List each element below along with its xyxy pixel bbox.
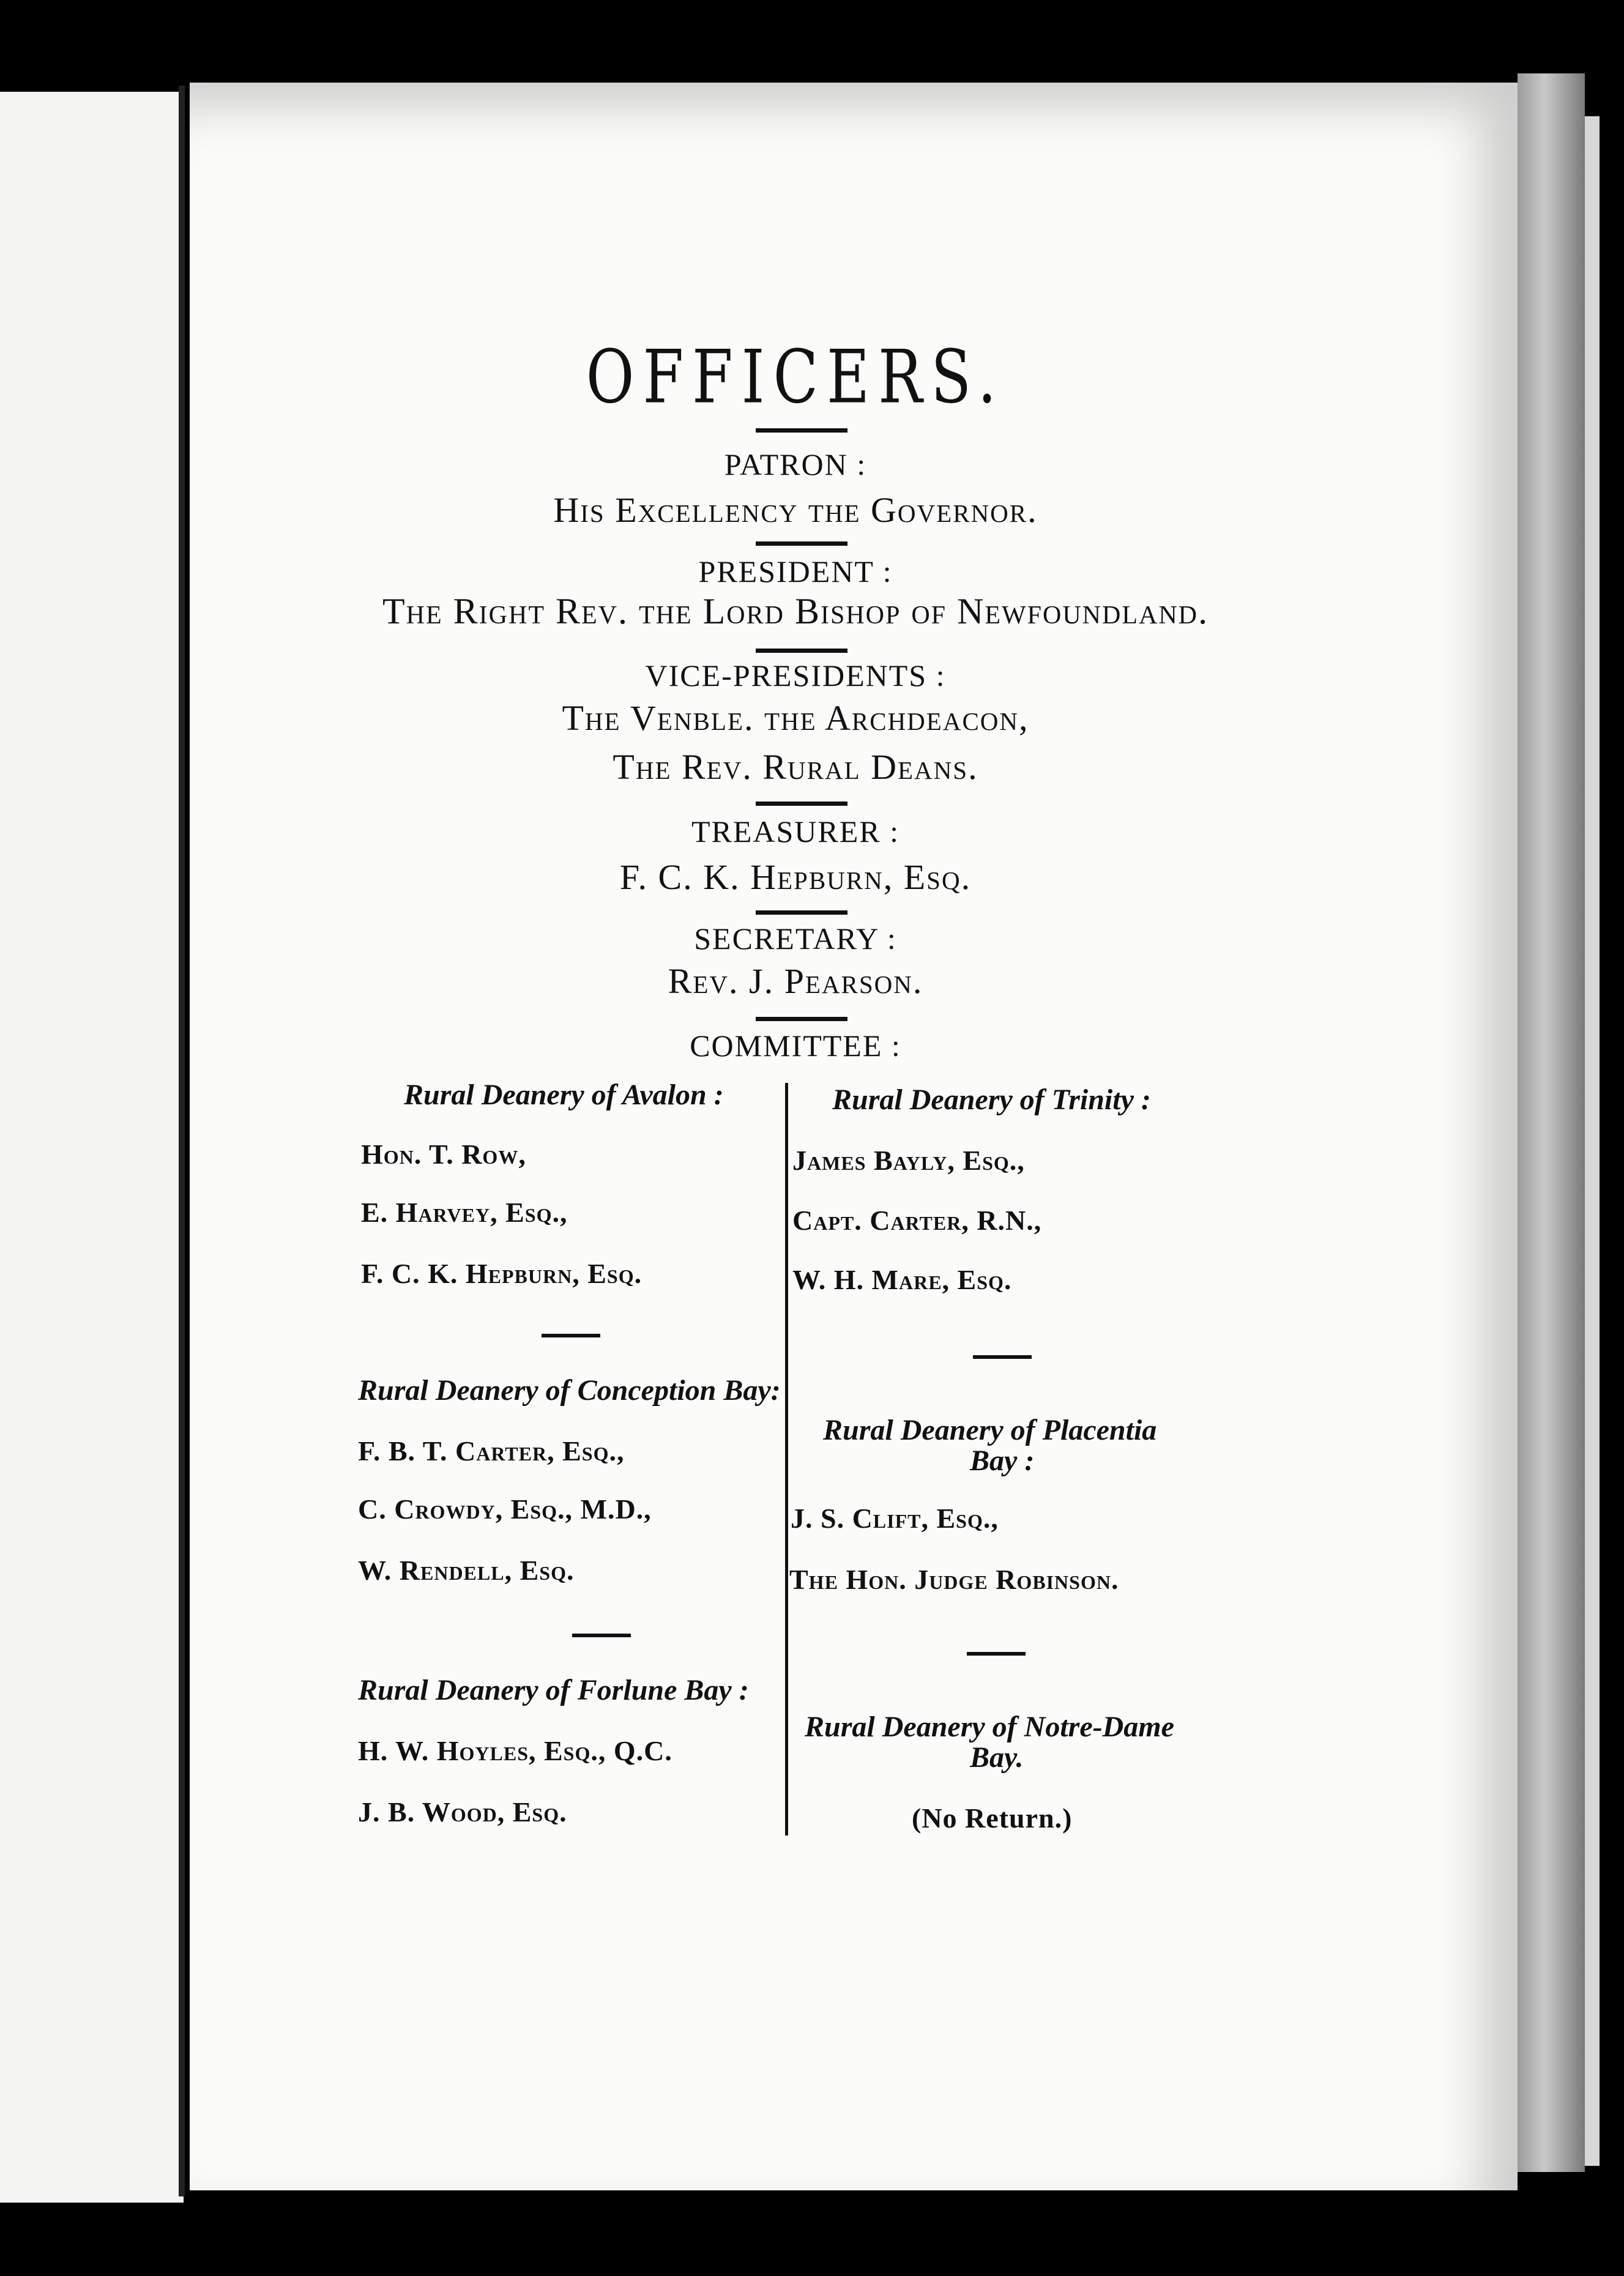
divider-rule bbox=[542, 1334, 600, 1337]
divider-rule bbox=[756, 1017, 847, 1021]
committee-member: J. B. Wood, Esq. bbox=[358, 1796, 567, 1828]
deanery-placentia-bay-heading-line-2: Bay : bbox=[970, 1445, 1035, 1477]
no-return-note: (No Return.) bbox=[912, 1802, 1073, 1834]
divider-rule bbox=[756, 649, 847, 653]
committee-member: Hon. T. Row, bbox=[361, 1139, 526, 1170]
patron-heading: PATRON : bbox=[724, 447, 867, 482]
divider-rule bbox=[756, 801, 847, 806]
deanery-conception-bay-heading: Rural Deanery of Conception Bay: bbox=[358, 1374, 781, 1407]
treasurer-heading: TREASURER : bbox=[691, 814, 900, 849]
divider-rule bbox=[973, 1355, 1032, 1359]
patron-name: His Excellency the Governor. bbox=[553, 490, 1038, 530]
deanery-trinity-heading: Rural Deanery of Trinity : bbox=[832, 1084, 1151, 1116]
committee-member: H. W. Hoyles, Esq., Q.C. bbox=[358, 1735, 672, 1766]
secretary-name: Rev. J. Pearson. bbox=[668, 961, 923, 1001]
deanery-placentia-bay-heading: Rural Deanery of Placentia bbox=[823, 1414, 1157, 1446]
vice-presidents-heading: VICE-PRESIDENTS : bbox=[645, 658, 946, 693]
committee-member: W. H. Mare, Esq. bbox=[792, 1264, 1012, 1295]
committee-member: J. S. Clift, Esq., bbox=[791, 1503, 999, 1534]
committee-heading: COMMITTEE : bbox=[690, 1028, 901, 1063]
committee-column-divider bbox=[785, 1083, 788, 1835]
committee-member: F. B. T. Carter, Esq., bbox=[358, 1435, 625, 1467]
committee-member: F. C. K. Hepburn, Esq. bbox=[361, 1258, 643, 1289]
committee-member: E. Harvey, Esq., bbox=[361, 1197, 568, 1228]
vice-president-line-1: The Venble. the Archdeacon, bbox=[562, 698, 1029, 738]
treasurer-name: F. C. K. Hepburn, Esq. bbox=[619, 857, 972, 897]
deanery-avalon-heading: Rural Deanery of Avalon : bbox=[404, 1079, 724, 1111]
page-title: OFFICERS. bbox=[586, 334, 1005, 420]
divider-rule bbox=[756, 541, 847, 546]
committee-member: James Bayly, Esq., bbox=[792, 1145, 1025, 1176]
committee-member: The Hon. Judge Robinson. bbox=[789, 1564, 1119, 1595]
committee-member: C. Crowdy, Esq., M.D., bbox=[358, 1493, 652, 1525]
divider-rule bbox=[756, 910, 847, 915]
president-name: The Right Rev. the Lord Bishop of Newfoundland. bbox=[382, 591, 1209, 631]
divider-rule bbox=[967, 1652, 1026, 1656]
president-heading: PRESIDENT : bbox=[698, 554, 893, 589]
deanery-notre-dame-bay-heading: Rural Deanery of Notre-Dame bbox=[805, 1711, 1174, 1743]
committee-member: Capt. Carter, R.N., bbox=[792, 1205, 1042, 1236]
divider-rule bbox=[572, 1634, 631, 1637]
deanery-notre-dame-bay-heading-line-2: Bay. bbox=[970, 1741, 1024, 1774]
secretary-heading: SECRETARY : bbox=[694, 921, 897, 956]
divider-rule bbox=[756, 428, 847, 433]
vice-president-line-2: The Rev. Rural Deans. bbox=[613, 747, 978, 787]
committee-member: W. Rendell, Esq. bbox=[358, 1555, 575, 1586]
deanery-fortune-bay-heading: Rural Deanery of Forlune Bay : bbox=[358, 1674, 749, 1706]
